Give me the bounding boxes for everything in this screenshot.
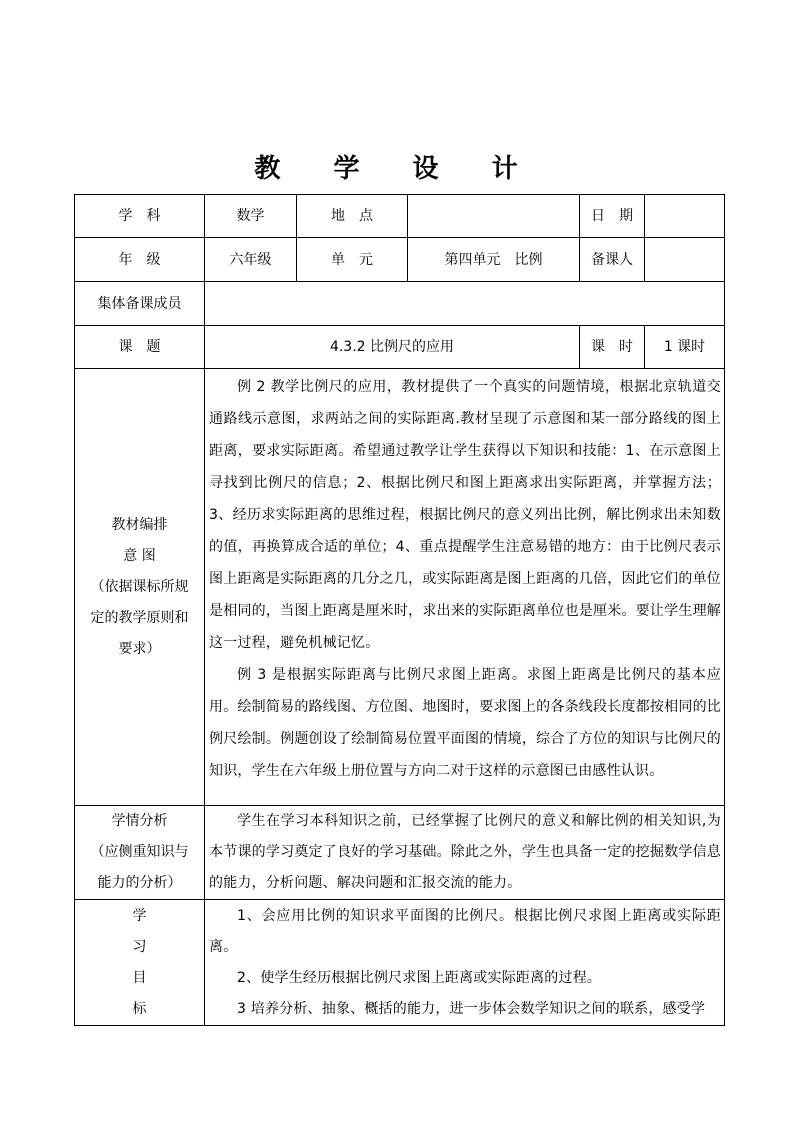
document-title: 教 学 设 计: [254, 154, 540, 184]
material-label-line: （依据课标所规: [90, 578, 189, 595]
goals-label-line: 目: [132, 969, 147, 986]
material-label-line: 定的教学原则和: [90, 609, 189, 626]
goals-label-line: 习: [132, 938, 147, 955]
goals-label-line: 学: [132, 907, 147, 924]
material-label-line: 意 图: [123, 547, 156, 564]
topic-value: 4.3.2 比例尺的应用: [329, 339, 455, 355]
members-value: [205, 282, 724, 325]
learning-goals-content: [209, 901, 721, 1024]
subject-label: 学 科: [118, 208, 161, 224]
preparer-value: [645, 238, 724, 281]
student-analysis-label: [75, 806, 204, 899]
goals-paragraph: 2、使学生经历根据比例尺求图上距离或实际距离的过程。: [237, 970, 602, 986]
goals-paragraph: 1、会应用比例的知识求平面图的比例尺。根据比例尺求图上距离或实际距离。: [209, 908, 721, 955]
grade-value: 六年级: [229, 251, 272, 268]
material-label-line: 要求）: [118, 640, 161, 657]
students-label-line: （应侧重知识与: [90, 844, 189, 860]
grade-label: 年 级: [118, 251, 161, 268]
material-paragraph: 例 3 是根据实际距离与比例尺求图上距离。求图上距离是比例尺的基本应用。绘制简易的路线图、方位图、地图时，要求图上的各条线段长度都按相同的比例尺绘制。例题创设了绘制简易位置平面图的情境，综合了方位的知识与比例尺的知识，学生在六年级上册位置与方向二对于这样的示意图已由感性认识。: [209, 667, 721, 779]
place-value: [408, 195, 579, 237]
topic-label: 课 题: [118, 339, 161, 355]
learning-goals-label: [75, 900, 204, 1025]
preparer-label: 备课人: [591, 251, 633, 268]
material-label-line: 教材编排: [111, 516, 168, 533]
student-analysis-content: [209, 806, 721, 899]
goals-label-line: 标: [132, 1000, 147, 1017]
material-intent-content: [209, 371, 721, 803]
unit-value: 第四单元 比例: [444, 251, 543, 268]
period-value: 1 课时: [663, 339, 706, 355]
students-paragraph: 学生在学习本科知识之前，已经掌握了比例尺的意义和解比例的相关知识,为本节课的学习奠定了良好的学习基础。除此之外，学生也具备一定的挖掘数学信息的能力，分析问题、解决问题和汇报交流的能力。: [209, 813, 721, 891]
material-paragraph: 例 2 教学比例尺的应用，教材提供了一个真实的问题情境，根据北京轨道交通路线示意图，求两站之间的实际距离.教材呈现了示意图和某一部分路线的图上距离，要求实际距离。希望通过教学让学生获得以下知识和技能：1、在示意图上寻找到比例尺的信息；2、根据比例尺和图上距离求出实际距离，并掌握方法；3、经历求实际距离的思维过程，根据比例尺的意义列出比例，解比例求出未知数的值，再换算成合适的单位；4、重点提醒学生注意易错的地方：由于比例尺表示图上距离是实际距离的几分之几，或实际距离是图上距离的几倍，因此它们的单位是相同的，当图上距离是厘米时，求出来的实际距离单位也是厘米。要让学生理解这一过程，避免机械记忆。: [209, 379, 721, 651]
material-intent-label: [75, 369, 204, 805]
unit-label: 单 元: [331, 251, 373, 268]
students-label-line: 学情分析: [111, 813, 168, 829]
students-label-line: 能力的分析）: [97, 875, 182, 891]
date-label: 日 期: [591, 208, 633, 224]
members-label: 集体备课成员: [97, 295, 182, 312]
lesson-plan-table: [74, 194, 725, 1026]
date-value: [645, 195, 724, 237]
place-label: 地 点: [331, 208, 373, 224]
subject-value: 数学: [236, 208, 265, 224]
goals-paragraph: 3 培养分析、抽象、概括的能力，进一步体会数学知识之间的联系，感受学: [237, 1001, 706, 1017]
period-label: 课 时: [591, 339, 633, 355]
